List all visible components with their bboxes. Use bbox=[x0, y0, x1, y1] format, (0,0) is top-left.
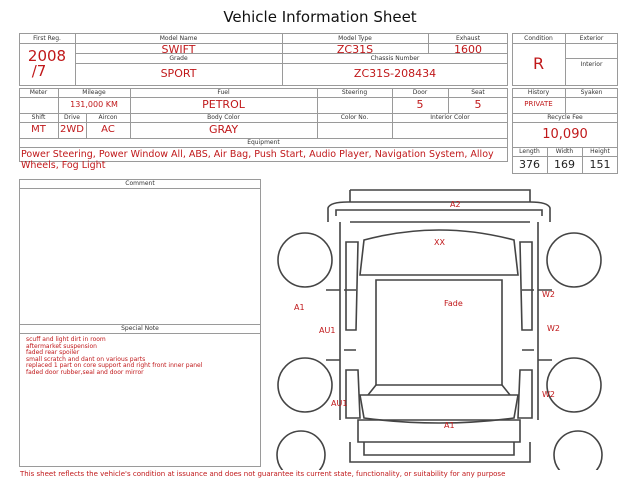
model-type-value: ZC31S bbox=[336, 43, 374, 56]
comment-box bbox=[19, 179, 261, 467]
condition-label: Condition bbox=[524, 35, 553, 42]
special-note-line: faded rear spoiler bbox=[26, 349, 80, 356]
car-body-outline bbox=[350, 190, 530, 202]
exhaust-value: 1600 bbox=[454, 43, 482, 56]
mileage-label: Mileage bbox=[82, 89, 106, 96]
exhaust-label: Exhaust bbox=[455, 35, 481, 42]
first-reg-year: 2008 bbox=[27, 47, 67, 65]
height-value: 151 bbox=[589, 158, 611, 171]
damage-a2-top: A2 bbox=[450, 200, 461, 209]
special-note-label: Special Note bbox=[121, 325, 159, 332]
wheel-front-left bbox=[278, 233, 332, 287]
body-color-label: Body Color bbox=[207, 114, 240, 121]
door-value: 5 bbox=[416, 98, 424, 111]
damage-w2-right-upper: W2 bbox=[542, 290, 555, 299]
aircon-label: Aircon bbox=[98, 114, 118, 121]
rear-window bbox=[360, 395, 518, 423]
wheel-bottom-right bbox=[554, 431, 602, 470]
grade-value: SPORT bbox=[160, 67, 197, 80]
width-value: 169 bbox=[554, 158, 575, 171]
equipment-list: Power Steering, Power Window All, ABS, Air Bag, Push Start, Audio Player, Navigation System, Alloy Wheels, Fog Light bbox=[21, 149, 494, 171]
aircon-value: AC bbox=[101, 124, 115, 135]
chassis-number-value: ZC31S-208434 bbox=[353, 67, 437, 80]
model-name-label: Model Name bbox=[159, 35, 198, 42]
model-name-value: SWIFT bbox=[161, 43, 196, 56]
special-note-list bbox=[26, 337, 202, 376]
first-reg-month: /7 bbox=[31, 62, 47, 80]
height-label: Height bbox=[590, 148, 610, 155]
seat-value: 5 bbox=[474, 98, 482, 111]
recycle-fee-value: 10,090 bbox=[542, 127, 588, 142]
first-reg-label: First Reg. bbox=[33, 35, 61, 42]
special-note-line: aftermarket suspension bbox=[26, 342, 97, 350]
drive-value: 2WD bbox=[60, 124, 84, 135]
damage-au1-left-upper: AU1 bbox=[319, 326, 336, 335]
damage-xx-roof: XX bbox=[434, 238, 445, 247]
special-note-line: replaced 1 part on core support and right front inner panel bbox=[26, 362, 203, 369]
fuel-label: Fuel bbox=[217, 89, 230, 96]
roof bbox=[376, 280, 502, 385]
length-value: 376 bbox=[519, 158, 540, 171]
seat-label: Seat bbox=[471, 89, 485, 96]
history-value: PRIVATE bbox=[524, 100, 553, 108]
grade-label: Grade bbox=[169, 55, 188, 62]
special-note-line: scuff and light dirt in room bbox=[26, 336, 106, 343]
color-no-label: Color No. bbox=[340, 114, 369, 121]
disclaimer-footer: This sheet reflects the vehicle's condition at issuance and does not guarantee its current state, functionality, or suitability for any purpose bbox=[20, 470, 506, 478]
damage-au1-left-lower: AU1 bbox=[331, 399, 348, 408]
wheel-front-right bbox=[547, 233, 601, 287]
model-type-label: Model Type bbox=[338, 35, 372, 42]
door-label: Door bbox=[412, 89, 428, 96]
wheel-rear-left bbox=[278, 358, 332, 412]
damage-w2-right-mid: W2 bbox=[547, 324, 560, 333]
body-color-value: GRAY bbox=[208, 123, 239, 136]
damage-a1-left: A1 bbox=[294, 303, 305, 312]
damage-fade-center: Fade bbox=[444, 299, 463, 308]
interior-label: Interior bbox=[580, 61, 603, 68]
chassis-number-label: Chassis Number bbox=[370, 55, 420, 62]
condition-grade: R bbox=[532, 54, 545, 73]
front-bumper bbox=[328, 202, 550, 222]
equipment-label: Equipment bbox=[247, 139, 280, 146]
drive-label: Drive bbox=[64, 114, 80, 121]
exterior-label: Exterior bbox=[579, 35, 604, 42]
wheel-rear-right bbox=[547, 358, 601, 412]
history-label: History bbox=[527, 89, 550, 96]
comment-label: Comment bbox=[125, 180, 155, 187]
special-note-line: faded door rubber,seal and door mirror bbox=[26, 368, 144, 376]
damage-w2-right-lower: W2 bbox=[542, 390, 555, 399]
fuel-value: PETROL bbox=[202, 98, 245, 111]
syaken-label: Syaken bbox=[580, 89, 603, 96]
damage-a1-bottom: A1 bbox=[444, 421, 455, 430]
interior-color-label: Interior Color bbox=[430, 114, 470, 121]
shift-value: MT bbox=[31, 124, 46, 135]
rear-bumper bbox=[350, 442, 530, 462]
wheel-bottom-left bbox=[277, 431, 325, 470]
sheet-title: Vehicle Information Sheet bbox=[223, 8, 417, 26]
hood bbox=[360, 230, 518, 275]
steering-label: Steering bbox=[341, 89, 368, 96]
special-note-line: small scratch and dant on various parts bbox=[26, 355, 146, 363]
length-label: Length bbox=[519, 148, 540, 155]
recycle-fee-label: Recycle Fee bbox=[547, 114, 583, 121]
shift-label: Shift bbox=[31, 114, 46, 121]
meter-label: Meter bbox=[29, 89, 48, 96]
mileage-value: 131,000 KM bbox=[70, 100, 118, 109]
width-label: Width bbox=[555, 148, 574, 155]
